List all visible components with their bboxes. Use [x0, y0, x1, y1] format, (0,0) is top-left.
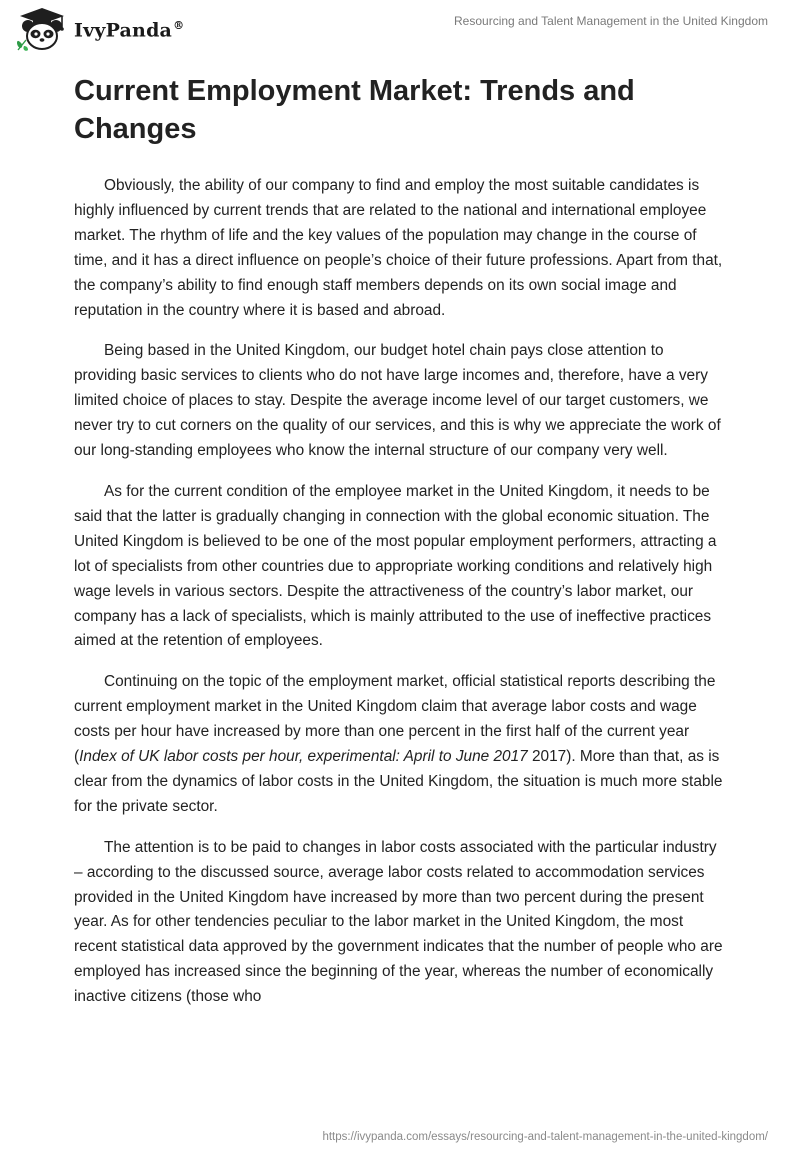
brand-name — [74, 19, 184, 41]
panda-mascot-icon — [14, 6, 70, 52]
paragraph: Being based in the United Kingdom, our budget hotel chain pays close attention to providing basic services to clients who do not have large incomes and, therefore, have a very limited choice of places to stay. Despite the average income level of our target customers, we never try to cut corners on the quality of our services, and this is why we appreciate the work of our long-standing employees who know the internal structure of our company very well. — [74, 342, 721, 460]
ivypanda-logo[interactable] — [14, 6, 184, 52]
page-header — [0, 0, 800, 60]
brand-label: IvyPanda — [74, 19, 173, 42]
paragraph-text: 2017). More than that, as is clear from the dynamics of labor costs in the United Kingdom, the situation is much more stable for the private sector. — [74, 748, 723, 815]
article-body — [74, 174, 726, 1026]
page-title: Current Employment Market: Trends and Changes — [74, 75, 635, 145]
paragraph-text: Continuing on the topic of the employment market, official statistical reports describing the current employment market in the United Kingdom claim that average labor costs and wage costs per hour have increased by more than one percent in the first half of the current year ( — [74, 673, 716, 766]
paragraph-with-citation — [74, 670, 726, 819]
paragraph: As for the current condition of the employee market in the United Kingdom, it needs to be said that the latter is gradually changing in connection with the global economic situation. The United Kingdom is believed to be one of the most popular employment performers, attracting a lot of specialists from other countries due to appropriate working conditions and relatively high wage levels in various sectors. Despite the attractiveness of the country’s labor market, our company has a lack of specialists, which is mainly attributed to the use of ineffective practices aimed at the retention of employees. — [74, 482, 717, 650]
document-header-title: Resourcing and Talent Management in the United Kingdom — [454, 14, 768, 28]
citation-title: Index of UK labor costs per hour, experimental: April to June 2017 — [79, 748, 528, 766]
paragraph: Obviously, the ability of our company to find and employ the most suitable candidates is highly influenced by current trends that are related to the national and international employee market. The rhythm of life and the key values of the population may change in the course of time, and it has a direct influence on people’s choice of their future professions. Apart from that, the company’s ability to find enough staff members depends on its own social image and reputation in the country where it is based and abroad. — [74, 177, 723, 319]
paragraph: The attention is to be paid to changes in labor costs associated with the particular industry – according to the discussed source, average labor costs related to accommodation services provided in the United Kingdom have increased by more than two percent during the present year. As for other tendencies peculiar to the labor market in the United Kingdom, the most recent statistical data approved by the government indicates that the number of people who are employed has increased since the beginning of the year, whereas the number of economically inactive citizens (those who — [74, 838, 723, 1006]
source-url-link[interactable]: https://ivypanda.com/essays/resourcing-and-talent-management-in-the-united-kingdom/ — [322, 1131, 768, 1143]
registered-mark: ® — [173, 18, 185, 32]
